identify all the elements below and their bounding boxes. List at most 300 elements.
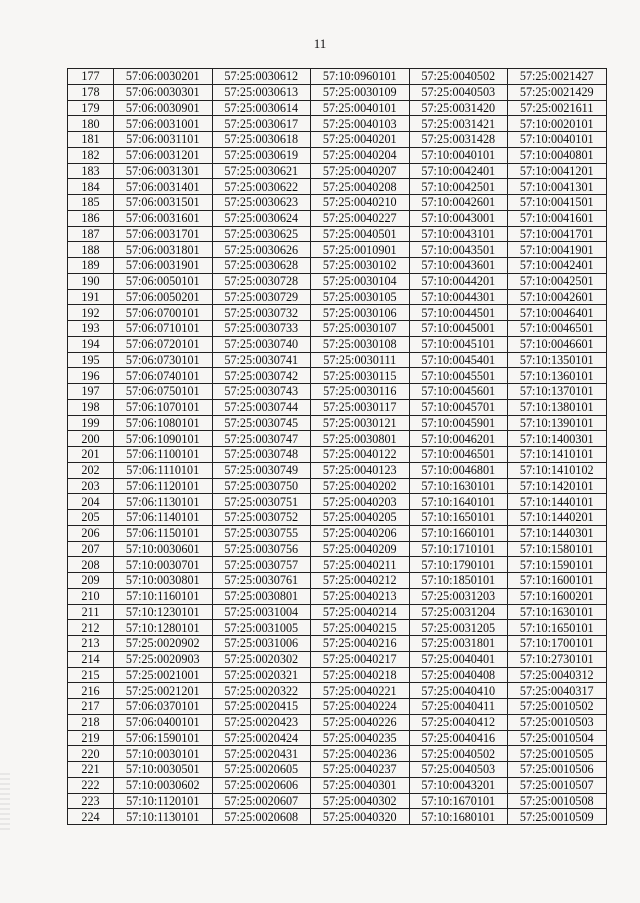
- cadastral-number-cell: 57:25:0020424: [212, 730, 311, 746]
- row-number-cell: 196: [68, 368, 114, 384]
- row-number-cell: 179: [68, 100, 114, 116]
- cadastral-number-cell: 57:25:0020608: [212, 809, 311, 825]
- cadastral-number-cell: 57:10:1380101: [508, 399, 607, 415]
- scan-edge-artifact: [0, 770, 10, 830]
- cadastral-number-cell: 57:06:0031501: [114, 195, 213, 211]
- cadastral-number-cell: 57:25:0040410: [409, 683, 508, 699]
- cadastral-number-cell: 57:25:0030612: [212, 69, 311, 85]
- cadastral-number-cell: 57:25:0030106: [311, 305, 410, 321]
- table-row: [68, 636, 607, 652]
- cadastral-number-cell: 57:25:0040122: [311, 447, 410, 463]
- table-row: [68, 415, 607, 431]
- cadastral-number-cell: 57:25:0030750: [212, 478, 311, 494]
- cadastral-number-cell: 57:25:0030115: [311, 368, 410, 384]
- cadastral-number-cell: 57:10:1130101: [114, 809, 213, 825]
- cadastral-number-cell: 57:25:0040202: [311, 478, 410, 494]
- cadastral-number-cell: 57:25:0020607: [212, 793, 311, 809]
- cadastral-number-cell: 57:25:0040502: [409, 69, 508, 85]
- cadastral-number-cell: 57:25:0010509: [508, 809, 607, 825]
- cadastral-number-cell: 57:10:0042601: [409, 195, 508, 211]
- cadastral-number-cell: 57:25:0030729: [212, 289, 311, 305]
- cadastral-number-cell: 57:10:1850101: [409, 573, 508, 589]
- table-row: [68, 69, 607, 85]
- cadastral-number-cell: 57:25:0030801: [212, 588, 311, 604]
- cadastral-number-cell: 57:25:0031801: [409, 636, 508, 652]
- cadastral-number-cell: 57:10:1630101: [409, 478, 508, 494]
- cadastral-number-cell: 57:25:0020321: [212, 667, 311, 683]
- cadastral-number-cell: 57:10:0045501: [409, 368, 508, 384]
- cadastral-number-cell: 57:10:0041901: [508, 242, 607, 258]
- cadastral-number-cell: 57:25:0010901: [311, 242, 410, 258]
- cadastral-number-cell: 57:25:0020903: [114, 651, 213, 667]
- cadastral-number-cell: 57:25:0030752: [212, 510, 311, 526]
- cadastral-number-cell: 57:10:0030501: [114, 762, 213, 778]
- cadastral-number-cell: 57:10:0045401: [409, 352, 508, 368]
- cadastral-number-cell: 57:25:0030102: [311, 258, 410, 274]
- cadastral-number-cell: 57:25:0030625: [212, 226, 311, 242]
- cadastral-number-cell: 57:10:1360101: [508, 368, 607, 384]
- table-row: [68, 604, 607, 620]
- cadastral-number-cell: 57:25:0040101: [311, 100, 410, 116]
- cadastral-number-cell: 57:25:0020423: [212, 714, 311, 730]
- cadastral-number-cell: 57:10:1230101: [114, 604, 213, 620]
- cadastral-number-cell: 57:25:0040501: [311, 226, 410, 242]
- cadastral-number-cell: 57:10:0040101: [508, 132, 607, 148]
- cadastral-number-cell: 57:25:0030740: [212, 336, 311, 352]
- cadastral-number-cell: 57:06:1150101: [114, 525, 213, 541]
- table-row: [68, 510, 607, 526]
- cadastral-number-cell: 57:06:0031901: [114, 258, 213, 274]
- cadastral-number-cell: 57:10:0046501: [508, 321, 607, 337]
- cadastral-number-cell: 57:25:0031420: [409, 100, 508, 116]
- table-row: [68, 100, 607, 116]
- cadastral-number-cell: 57:25:0040210: [311, 195, 410, 211]
- cadastral-number-cell: 57:06:0031101: [114, 132, 213, 148]
- cadastral-number-cell: 57:25:0040320: [311, 809, 410, 825]
- cadastral-number-cell: 57:25:0040218: [311, 667, 410, 683]
- cadastral-number-cell: 57:10:0040801: [508, 147, 607, 163]
- table-row: [68, 494, 607, 510]
- row-number-cell: 208: [68, 557, 114, 573]
- row-number-cell: 209: [68, 573, 114, 589]
- row-number-cell: 221: [68, 762, 114, 778]
- cadastral-number-cell: 57:25:0040208: [311, 179, 410, 195]
- cadastral-number-cell: 57:10:0043201: [409, 777, 508, 793]
- cadastral-number-cell: 57:06:0700101: [114, 305, 213, 321]
- cadastral-number-cell: 57:25:0040216: [311, 636, 410, 652]
- cadastral-number-cell: 57:25:0020606: [212, 777, 311, 793]
- cadastral-number-cell: 57:25:0040401: [409, 651, 508, 667]
- cadastral-number-cell: 57:25:0040215: [311, 620, 410, 636]
- cadastral-number-cell: 57:25:0030755: [212, 525, 311, 541]
- cadastral-number-cell: 57:06:0031201: [114, 147, 213, 163]
- cadastral-number-cell: 57:25:0040317: [508, 683, 607, 699]
- cadastral-number-cell: 57:10:2730101: [508, 651, 607, 667]
- cadastral-number-cell: 57:10:0030701: [114, 557, 213, 573]
- table-row: [68, 226, 607, 242]
- cadastral-number-cell: 57:06:1140101: [114, 510, 213, 526]
- cadastral-number-cell: 57:10:0042501: [508, 273, 607, 289]
- cadastral-number-cell: 57:10:1350101: [508, 352, 607, 368]
- row-number-cell: 187: [68, 226, 114, 242]
- cadastral-number-cell: 57:25:0030617: [212, 116, 311, 132]
- cadastral-number-cell: 57:25:0040205: [311, 510, 410, 526]
- cadastral-number-cell: 57:25:0030109: [311, 84, 410, 100]
- cadastral-number-cell: 57:10:0030602: [114, 777, 213, 793]
- row-number-cell: 199: [68, 415, 114, 431]
- row-number-cell: 194: [68, 336, 114, 352]
- table-row: [68, 714, 607, 730]
- row-number-cell: 220: [68, 746, 114, 762]
- cadastral-number-cell: 57:06:0031801: [114, 242, 213, 258]
- cadastral-number-cell: 57:10:0042601: [508, 289, 607, 305]
- cadastral-number-cell: 57:10:0043501: [409, 242, 508, 258]
- cadastral-number-cell: 57:10:1440101: [508, 494, 607, 510]
- cadastral-number-cell: 57:10:0043601: [409, 258, 508, 274]
- cadastral-number-cell: 57:06:1070101: [114, 399, 213, 415]
- cadastral-number-cell: 57:10:1410102: [508, 462, 607, 478]
- cadastral-number-cell: 57:10:0045701: [409, 399, 508, 415]
- cadastral-number-cell: 57:25:0030761: [212, 573, 311, 589]
- cadastral-number-cell: 57:06:1120101: [114, 478, 213, 494]
- cadastral-number-cell: 57:25:0031428: [409, 132, 508, 148]
- cadastral-number-cell: 57:10:0041701: [508, 226, 607, 242]
- table-row: [68, 431, 607, 447]
- cadastral-number-cell: 57:25:0030756: [212, 541, 311, 557]
- table-row: [68, 132, 607, 148]
- cadastral-number-cell: 57:10:0040101: [409, 147, 508, 163]
- table-row: [68, 478, 607, 494]
- cadastral-number-cell: 57:25:0020302: [212, 651, 311, 667]
- cadastral-number-cell: 57:25:0030626: [212, 242, 311, 258]
- cadastral-number-cell: 57:25:0040237: [311, 762, 410, 778]
- cadastral-number-cell: 57:10:0045001: [409, 321, 508, 337]
- cadastral-number-cell: 57:06:0030301: [114, 84, 213, 100]
- row-number-cell: 197: [68, 384, 114, 400]
- table-row: [68, 762, 607, 778]
- cadastral-number-cell: 57:25:0030104: [311, 273, 410, 289]
- cadastral-number-cell: 57:25:0030623: [212, 195, 311, 211]
- cadastral-number-cell: 57:25:0040312: [508, 667, 607, 683]
- row-number-cell: 218: [68, 714, 114, 730]
- cadastral-number-cell: 57:10:0044301: [409, 289, 508, 305]
- cadastral-number-cell: 57:25:0040212: [311, 573, 410, 589]
- cadastral-number-cell: 57:25:0030624: [212, 210, 311, 226]
- cadastral-number-cell: 57:10:1580101: [508, 541, 607, 557]
- row-number-cell: 180: [68, 116, 114, 132]
- cadastral-number-cell: 57:25:0031006: [212, 636, 311, 652]
- table-row: [68, 447, 607, 463]
- cadastral-number-cell: 57:10:0030601: [114, 541, 213, 557]
- cadastral-number-cell: 57:10:0045901: [409, 415, 508, 431]
- cadastral-number-cell: 57:10:1440201: [508, 510, 607, 526]
- cadastral-number-cell: 57:25:0030749: [212, 462, 311, 478]
- cadastral-number-cell: 57:10:0960101: [311, 69, 410, 85]
- table-row: [68, 179, 607, 195]
- cadastral-number-cell: 57:25:0040207: [311, 163, 410, 179]
- table-row: [68, 321, 607, 337]
- cadastral-number-cell: 57:25:0040503: [409, 84, 508, 100]
- row-number-cell: 211: [68, 604, 114, 620]
- cadastral-number-cell: 57:25:0040502: [409, 746, 508, 762]
- cadastral-number-cell: 57:25:0010506: [508, 762, 607, 778]
- cadastral-number-cell: 57:10:1600201: [508, 588, 607, 604]
- cadastral-number-cell: 57:10:1280101: [114, 620, 213, 636]
- cadastral-number-cell: 57:06:1090101: [114, 431, 213, 447]
- cadastral-number-cell: 57:25:0030741: [212, 352, 311, 368]
- cadastral-number-cell: 57:25:0040103: [311, 116, 410, 132]
- cadastral-number-cell: 57:10:0042401: [508, 258, 607, 274]
- cadastral-number-cell: 57:10:1590101: [508, 557, 607, 573]
- cadastral-number-cell: 57:10:0046801: [409, 462, 508, 478]
- cadastral-number-cell: 57:25:0031004: [212, 604, 311, 620]
- table-row: [68, 352, 607, 368]
- row-number-cell: 203: [68, 478, 114, 494]
- table-row: [68, 746, 607, 762]
- cadastral-number-cell: 57:25:0040211: [311, 557, 410, 573]
- cadastral-number-cell: 57:25:0030757: [212, 557, 311, 573]
- cadastral-number-cell: 57:25:0030732: [212, 305, 311, 321]
- cadastral-number-cell: 57:10:0020101: [508, 116, 607, 132]
- cadastral-number-cell: 57:25:0030614: [212, 100, 311, 116]
- row-number-cell: 181: [68, 132, 114, 148]
- cadastral-number-cell: 57:10:1160101: [114, 588, 213, 604]
- row-number-cell: 184: [68, 179, 114, 195]
- cadastral-number-cell: 57:10:0044201: [409, 273, 508, 289]
- cadastral-number-cell: 57:25:0020902: [114, 636, 213, 652]
- cadastral-number-cell: 57:25:0031203: [409, 588, 508, 604]
- cadastral-number-cell: 57:10:0041201: [508, 163, 607, 179]
- row-number-cell: 185: [68, 195, 114, 211]
- cadastral-number-cell: 57:25:0030111: [311, 352, 410, 368]
- row-number-cell: 189: [68, 258, 114, 274]
- cadastral-number-cell: 57:25:0030751: [212, 494, 311, 510]
- row-number-cell: 204: [68, 494, 114, 510]
- cadastral-number-cell: 57:06:0031401: [114, 179, 213, 195]
- cadastral-number-cell: 57:06:0720101: [114, 336, 213, 352]
- cadastral-number-cell: 57:25:0031005: [212, 620, 311, 636]
- cadastral-number-cell: 57:06:0370101: [114, 699, 213, 715]
- table-row: [68, 210, 607, 226]
- row-number-cell: 183: [68, 163, 114, 179]
- cadastral-number-cell: 57:25:0040227: [311, 210, 410, 226]
- row-number-cell: 223: [68, 793, 114, 809]
- row-number-cell: 190: [68, 273, 114, 289]
- cadastral-number-cell: 57:10:0046201: [409, 431, 508, 447]
- row-number-cell: 198: [68, 399, 114, 415]
- row-number-cell: 210: [68, 588, 114, 604]
- row-number-cell: 201: [68, 447, 114, 463]
- cadastral-number-cell: 57:06:1080101: [114, 415, 213, 431]
- row-number-cell: 216: [68, 683, 114, 699]
- row-number-cell: 193: [68, 321, 114, 337]
- cadastral-number-cell: 57:10:1640101: [409, 494, 508, 510]
- table-row: [68, 147, 607, 163]
- cadastral-number-cell: 57:25:0040206: [311, 525, 410, 541]
- table-row: [68, 777, 607, 793]
- cadastral-number-cell: 57:25:0010503: [508, 714, 607, 730]
- cadastral-number-cell: 57:25:0030117: [311, 399, 410, 415]
- cadastral-number-cell: 57:10:1600101: [508, 573, 607, 589]
- cadastral-number-cell: 57:25:0021611: [508, 100, 607, 116]
- cadastral-number-cell: 57:10:1630101: [508, 604, 607, 620]
- table-row: [68, 84, 607, 100]
- cadastral-number-cell: 57:10:1440301: [508, 525, 607, 541]
- cadastral-number-cell: 57:06:0031701: [114, 226, 213, 242]
- cadastral-number-cell: 57:10:1420101: [508, 478, 607, 494]
- cadastral-number-cell: 57:25:0040411: [409, 699, 508, 715]
- table-row: [68, 793, 607, 809]
- cadastral-number-cell: 57:06:0750101: [114, 384, 213, 400]
- table-row: [68, 289, 607, 305]
- cadastral-number-cell: 57:10:0043001: [409, 210, 508, 226]
- cadastral-number-cell: 57:10:1710101: [409, 541, 508, 557]
- cadastral-number-cell: 57:10:1670101: [409, 793, 508, 809]
- cadastral-number-cell: 57:10:1400301: [508, 431, 607, 447]
- cadastral-number-cell: 57:06:0050201: [114, 289, 213, 305]
- cadastral-number-cell: 57:06:0710101: [114, 321, 213, 337]
- cadastral-number-cell: 57:25:0040214: [311, 604, 410, 620]
- cadastral-number-cell: 57:25:0030619: [212, 147, 311, 163]
- table-row: [68, 116, 607, 132]
- row-number-cell: 188: [68, 242, 114, 258]
- row-number-cell: 215: [68, 667, 114, 683]
- row-number-cell: 206: [68, 525, 114, 541]
- cadastral-number-cell: 57:25:0021201: [114, 683, 213, 699]
- table-row: [68, 683, 607, 699]
- table-row: [68, 730, 607, 746]
- cadastral-number-cell: 57:06:0031001: [114, 116, 213, 132]
- cadastral-number-cell: 57:25:0010507: [508, 777, 607, 793]
- table-row: [68, 305, 607, 321]
- table-row: [68, 399, 607, 415]
- cadastral-number-cell: 57:10:1390101: [508, 415, 607, 431]
- row-number-cell: 214: [68, 651, 114, 667]
- cadastral-number-cell: 57:25:0040226: [311, 714, 410, 730]
- cadastral-number-cell: 57:10:1790101: [409, 557, 508, 573]
- cadastral-number-cell: 57:25:0040224: [311, 699, 410, 715]
- table-row: [68, 368, 607, 384]
- table-row: [68, 163, 607, 179]
- cadastral-number-cell: 57:25:0020415: [212, 699, 311, 715]
- cadastral-number-cell: 57:06:0050101: [114, 273, 213, 289]
- table-row: [68, 699, 607, 715]
- cadastral-number-cell: 57:10:0042501: [409, 179, 508, 195]
- cadastral-number-cell: 57:25:0020431: [212, 746, 311, 762]
- cadastral-number-cell: 57:25:0030728: [212, 273, 311, 289]
- cadastral-number-cell: 57:25:0030116: [311, 384, 410, 400]
- cadastral-number-cell: 57:25:0030733: [212, 321, 311, 337]
- cadastral-number-cell: 57:25:0040412: [409, 714, 508, 730]
- cadastral-number-cell: 57:10:1650101: [508, 620, 607, 636]
- cadastral-number-cell: 57:06:0031601: [114, 210, 213, 226]
- cadastral-number-cell: 57:25:0031205: [409, 620, 508, 636]
- cadastral-number-cell: 57:25:0021429: [508, 84, 607, 100]
- cadastral-number-cell: 57:06:1130101: [114, 494, 213, 510]
- cadastral-number-cell: 57:25:0040201: [311, 132, 410, 148]
- table-row: [68, 273, 607, 289]
- cadastral-number-cell: 57:10:0041501: [508, 195, 607, 211]
- cadastral-number-cell: 57:06:1100101: [114, 447, 213, 463]
- cadastral-number-cell: 57:06:1590101: [114, 730, 213, 746]
- cadastral-number-cell: 57:25:0031204: [409, 604, 508, 620]
- page-number: 11: [313, 36, 327, 51]
- cadastral-number-cell: 57:25:0030621: [212, 163, 311, 179]
- table-row: [68, 651, 607, 667]
- row-number-cell: 217: [68, 699, 114, 715]
- cadastral-number-cell: 57:25:0021427: [508, 69, 607, 85]
- cadastral-number-cell: 57:10:0046601: [508, 336, 607, 352]
- cadastral-number-cell: 57:10:1120101: [114, 793, 213, 809]
- table-row: [68, 242, 607, 258]
- cadastral-number-cell: 57:06:0030901: [114, 100, 213, 116]
- row-number-cell: 212: [68, 620, 114, 636]
- row-number-cell: 178: [68, 84, 114, 100]
- cadastral-number-cell: 57:25:0021001: [114, 667, 213, 683]
- table-row: [68, 620, 607, 636]
- cadastral-number-cell: 57:25:0030628: [212, 258, 311, 274]
- cadastral-number-cell: 57:10:1370101: [508, 384, 607, 400]
- table-body: [68, 69, 607, 825]
- table-row: [68, 588, 607, 604]
- cadastral-number-cell: 57:06:0030201: [114, 69, 213, 85]
- row-number-cell: 192: [68, 305, 114, 321]
- cadastral-number-cell: 57:25:0010502: [508, 699, 607, 715]
- cadastral-number-cell: 57:25:0030747: [212, 431, 311, 447]
- cadastral-number-table: [67, 68, 607, 825]
- row-number-cell: 202: [68, 462, 114, 478]
- cadastral-number-cell: 57:25:0040408: [409, 667, 508, 683]
- cadastral-number-cell: 57:06:0730101: [114, 352, 213, 368]
- cadastral-number-cell: 57:25:0030618: [212, 132, 311, 148]
- table-row: [68, 667, 607, 683]
- cadastral-number-cell: 57:10:1650101: [409, 510, 508, 526]
- cadastral-number-cell: 57:25:0030121: [311, 415, 410, 431]
- cadastral-number-cell: 57:10:0046401: [508, 305, 607, 321]
- cadastral-number-cell: 57:10:0042401: [409, 163, 508, 179]
- cadastral-number-cell: 57:25:0030742: [212, 368, 311, 384]
- cadastral-number-cell: 57:25:0030105: [311, 289, 410, 305]
- cadastral-number-cell: 57:10:0045101: [409, 336, 508, 352]
- table-row: [68, 336, 607, 352]
- cadastral-number-cell: 57:25:0010504: [508, 730, 607, 746]
- table-row: [68, 462, 607, 478]
- row-number-cell: 177: [68, 69, 114, 85]
- cadastral-number-cell: 57:25:0030613: [212, 84, 311, 100]
- cadastral-number-cell: 57:25:0040235: [311, 730, 410, 746]
- table-row: [68, 525, 607, 541]
- table-row: [68, 258, 607, 274]
- cadastral-number-cell: 57:25:0040236: [311, 746, 410, 762]
- row-number-cell: 195: [68, 352, 114, 368]
- cadastral-number-cell: 57:25:0040301: [311, 777, 410, 793]
- cadastral-number-cell: 57:10:1410101: [508, 447, 607, 463]
- cadastral-number-cell: 57:25:0030745: [212, 415, 311, 431]
- row-number-cell: 200: [68, 431, 114, 447]
- cadastral-number-cell: 57:25:0010508: [508, 793, 607, 809]
- table-row: [68, 809, 607, 825]
- cadastral-number-cell: 57:25:0010505: [508, 746, 607, 762]
- cadastral-number-cell: 57:06:0740101: [114, 368, 213, 384]
- cadastral-number-cell: 57:25:0031421: [409, 116, 508, 132]
- cadastral-number-cell: 57:25:0040204: [311, 147, 410, 163]
- cadastral-number-cell: 57:10:0044501: [409, 305, 508, 321]
- cadastral-number-cell: 57:10:0041301: [508, 179, 607, 195]
- row-number-cell: 213: [68, 636, 114, 652]
- cadastral-number-cell: 57:10:0030801: [114, 573, 213, 589]
- cadastral-number-cell: 57:25:0040302: [311, 793, 410, 809]
- cadastral-number-cell: 57:06:1110101: [114, 462, 213, 478]
